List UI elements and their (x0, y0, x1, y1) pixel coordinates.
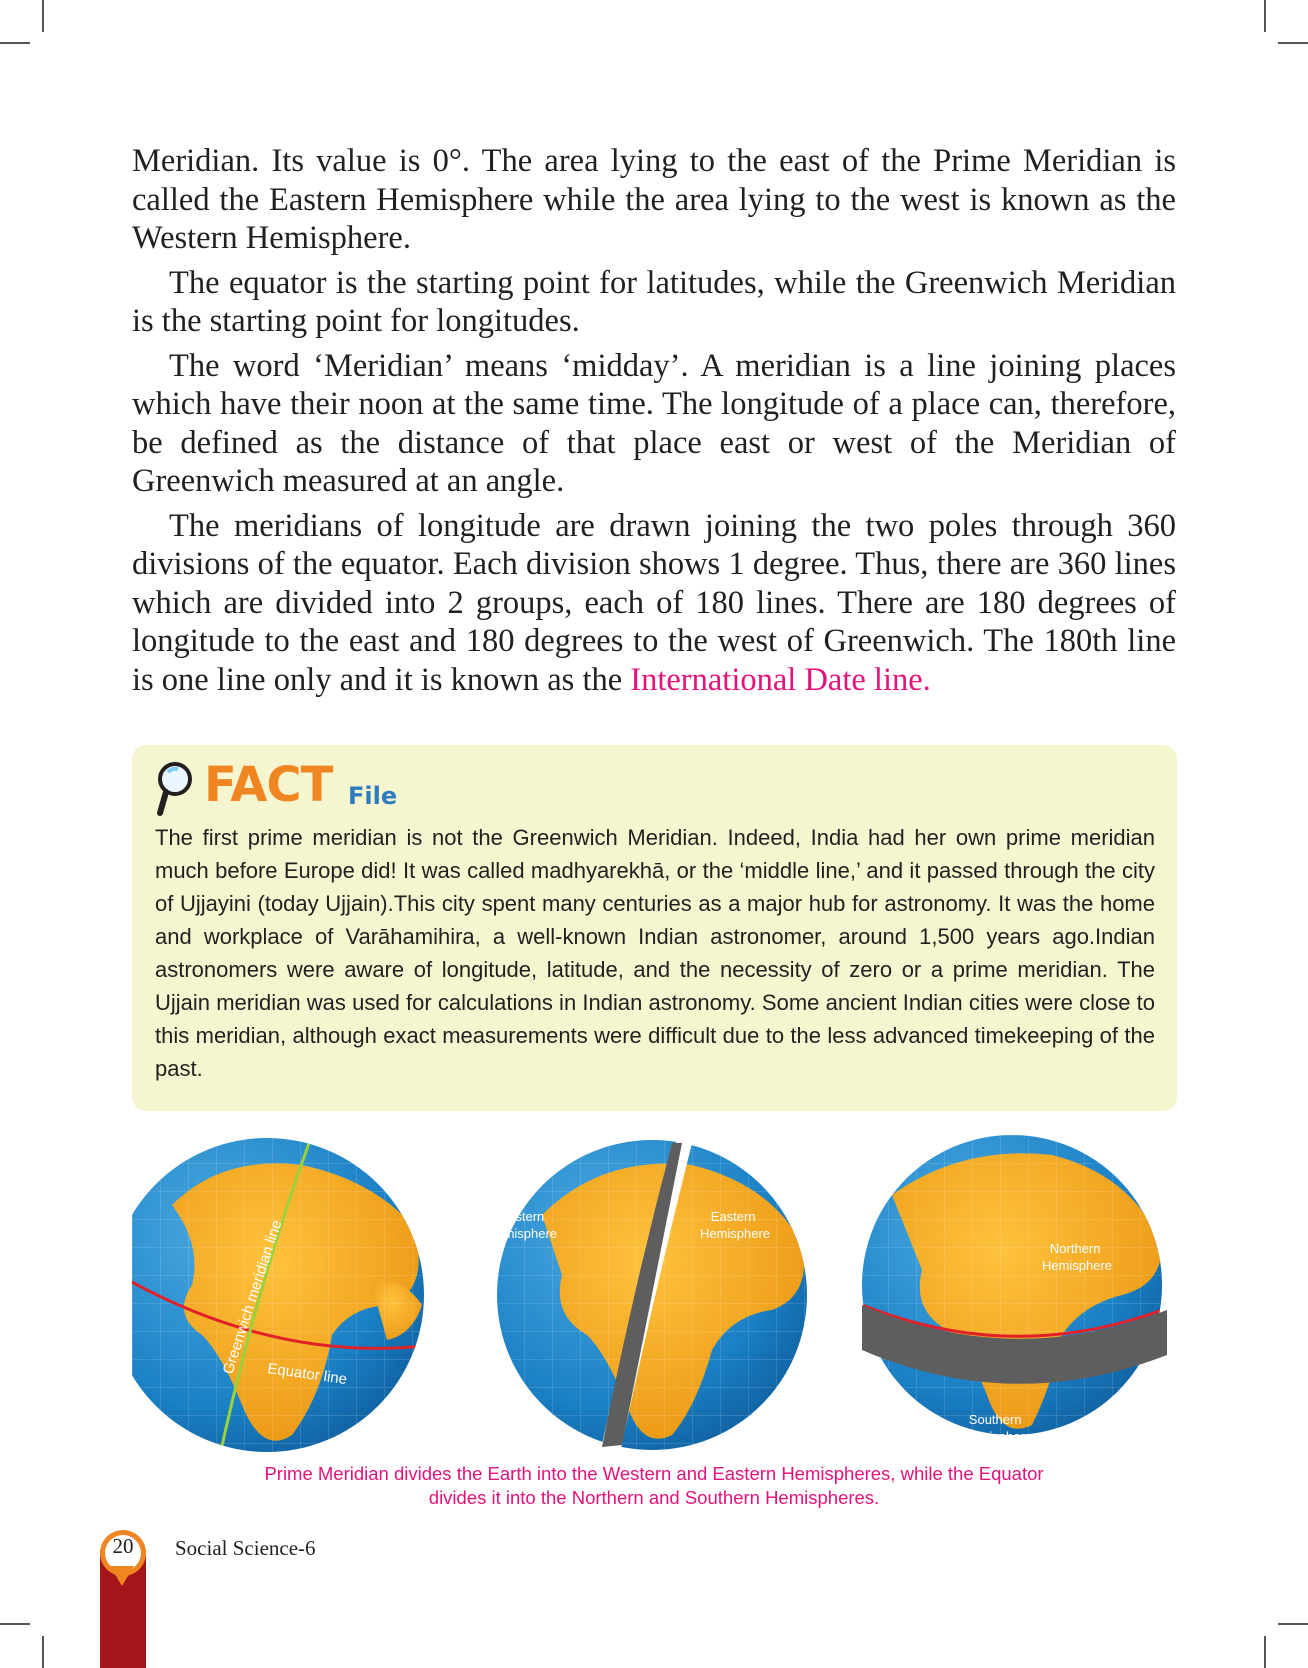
paragraph: Meridian. Its value is 0°. The area lying to the east of the Prime Meridian is called the Eastern Hemisphere while the area lying to the west is known as the Western Hemisphere. (132, 143, 1176, 256)
fact-file-box (132, 745, 1177, 1111)
body-text (132, 142, 1176, 705)
caption-line: Prime Meridian divides the Earth into the Western and Eastern Hemispheres, while the Equator (264, 1463, 1044, 1484)
paragraph-text: The meridians of longitude are drawn joining the two poles through 360 divisions of the equator. Each division shows 1 degree. Thus, there are 360 lines which are divided into 2 groups, each of 180 lines. There are 180 degrees of longitude to the east and 180 degrees to the west of Greenwich. The 180th line is one line only and it is known as the (132, 507, 1176, 698)
crop-mark (1278, 1623, 1308, 1625)
crop-mark (42, 1636, 44, 1668)
magnifier-icon (154, 759, 196, 819)
figure-caption (132, 1462, 1176, 1510)
globe-north-south (852, 1135, 1172, 1455)
globe-east-west (487, 1135, 812, 1455)
fact-file-text: The first prime meridian is not the Greenwich Meridian. Indeed, India had her own prime meridian much before Europe did! It was called madhyarekhā, or the ‘middle line,’ and it passed through the city of Ujjayini (today Ujjain).This city spent many centuries as a major hub for astronomy. It was the home and workplace of Varāhamihira, a well-known Indian astronomer, around 1,500 years ago.Indian astronomers were aware of longitude, latitude, and the necessity of zero or a prime meridian. The Ujjain meridian was used for calculations in Indian astronomy. Some ancient Indian cities were close to this meridian, although exact measurements were difficult due to the less advanced timekeeping of the past. (155, 825, 1155, 1081)
page-number: 20 (112, 1534, 134, 1558)
eastern-hemisphere-label: Eastern Hemisphere (699, 1209, 771, 1241)
international-date-line-term: International Date line. (630, 661, 931, 698)
crop-mark (1264, 0, 1266, 32)
southern-hemisphere-label: Southern Hemisphere (961, 1412, 1033, 1444)
fact-subtitle: File (348, 782, 398, 810)
paragraph: The word ‘Meridian’ means ‘midday’. A meridian is a line joining places which have their noon at the same time. The longitude of a place can, therefore, be defined as the distance of that place east or west of the Meridian of Greenwich measured at an angle. (132, 347, 1176, 499)
paragraph (132, 507, 1176, 700)
equator-line-label: Equator line (266, 1360, 349, 1389)
crop-mark (1264, 1636, 1266, 1668)
running-title: Social Science-6 (175, 1536, 316, 1560)
crop-mark (0, 1623, 30, 1625)
globe-prime-meridian (132, 1135, 442, 1455)
paragraph: The equator is the starting point for latitudes, while the Greenwich Meridian is the starting point for longitudes. (132, 264, 1176, 339)
crop-mark (0, 42, 30, 44)
western-hemisphere-label: Western Hemisphere (486, 1209, 558, 1241)
crop-mark (42, 0, 44, 32)
caption-line: divides it into the Northern and Southern Hemispheres. (428, 1487, 880, 1508)
crop-mark (1278, 42, 1308, 44)
meridian-line-label: Greenwich meridian line (219, 1217, 286, 1377)
hemispheres-figure (132, 1135, 1176, 1455)
northern-hemisphere-label: Northern Hemisphere (1041, 1241, 1113, 1273)
fact-title: FACT (204, 757, 333, 813)
